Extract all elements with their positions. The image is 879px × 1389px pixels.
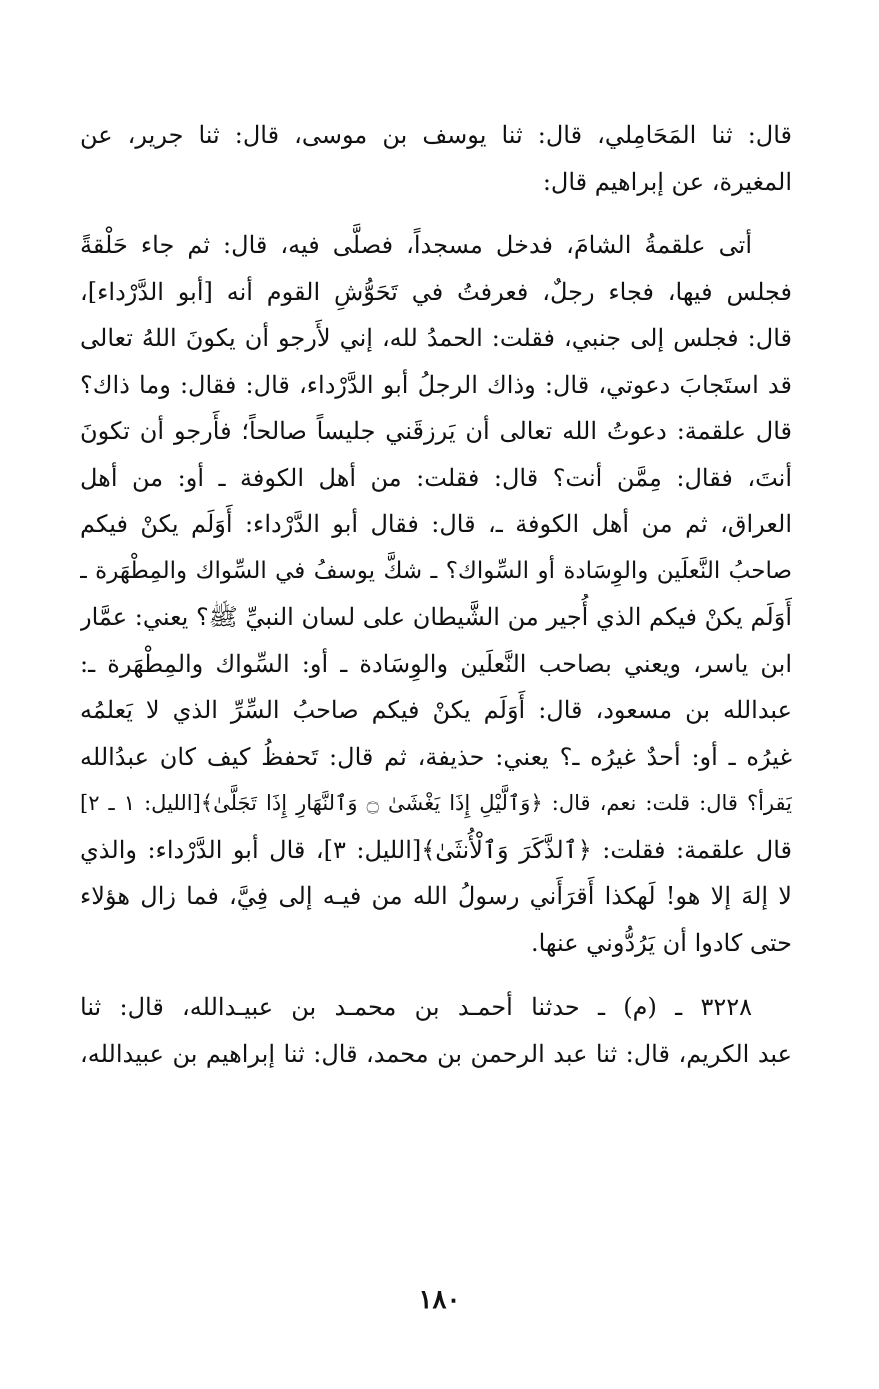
text-line: العراق، ثم من أهل الكوفة ـ، قال: فقال أبو الدَّرْداء: أَوَلَم يكنْ فيكم (80, 510, 792, 538)
text-line: أتى علقمةُ الشامَ، فدخل مسجداً، فصلَّى فيه، قال: ثم جاء حَلْقةً (80, 231, 752, 259)
text-line: فجلس فيها، فجاء رجلٌ، فعرفتُ في تَحَوُّشِ القوم أنه [أبو الدَّرْداء]، (80, 277, 792, 306)
text-line: المغيرة، عن إبراهيم قال: (542, 167, 792, 196)
text-line-quran-verse: يَقرأ؟ قال: قلت: نعم، قال: ﴿وَٱلَّيْلِ إِذَا يَغْشَىٰ ۝ وَٱلنَّهَارِ إِذَا تَجَلَّىٰ﴾[الليل: ١ ـ ٢] (80, 791, 792, 815)
text-line: قال علقمة: دعوتُ الله تعالى أن يَرزقَني جليساً صالحاً؛ فأَرجو أن تكونَ (80, 417, 792, 445)
text-line: قد استَجابَ دعوتي، قال: وذاك الرجلُ أبو الدَّرْداء، قال: فقال: وما ذاك؟ (80, 370, 792, 399)
text-line: قال: ثنا المَحَامِلي، قال: ثنا يوسف بن موسى، قال: ثنا جرير، عن (80, 121, 792, 149)
text-line: صاحبُ النَّعلَين والوِسَادة أو السِّواك؟ ـ شكَّ يوسفُ في السِّواك والمِطْهَرة ـ (80, 557, 792, 584)
page-number: ١٨٠ (418, 1285, 461, 1315)
page-body (80, 112, 792, 1077)
text-line: أَوَلَم يكنْ فيكم الذي أُجير من الشَّيطان على لسان النبيِّ ﷺ؟ يعني: عمَّار (80, 603, 792, 631)
paragraph-hadith-3228 (80, 984, 792, 1077)
text-line: لا إلهَ إلا هو! لَهكذا أَقرَأَني رسولُ الله من فيـه إلى فِيَّ، فما زال هؤلاء (80, 882, 792, 910)
text-line: عبد الكريم، قال: ثنا عبد الرحمن بن محمد، قال: ثنا إبراهيم بن عبيدالله، (80, 1039, 792, 1068)
paragraph-narration (80, 222, 792, 966)
text-line-quran-verse: قال علقمة: فقلت: ﴿ٱلذَّكَرَ وَٱلْأُنثَىٰ﴾[الليل: ٣]، قال أبو الدَّرْداء: والذي (80, 835, 792, 864)
text-line: ٣٢٢٨ ـ (م) ـ حدثنا أحمـد بن محمـد بن عبيـدالله، قال: ثنا (80, 993, 752, 1021)
text-line: حتى كادوا أن يَرُدُّوني عنها. (530, 928, 792, 957)
text-line: غيرُه ـ أو: أحدٌ غيرُه ـ؟ يعني: حذيفة، ثم قال: تَحفظُ كيف كان عبدُالله (80, 742, 792, 771)
paragraph-isnad-intro (80, 112, 792, 205)
text-line: عبدالله بن مسعود، قال: أَوَلَم يكنْ فيكم صاحبُ السِّرِّ الذي لا يَعلمُه (80, 696, 792, 724)
text-line: قال: فجلس إلى جنبي، فقلت: الحمدُ لله، إني لأَرجو أن يكونَ اللهُ تعالى (80, 324, 792, 352)
text-line: ابن ياسر، ويعني بصاحب النَّعلَين والوِسَادة ـ أو: السِّواك والمِطْهَرة ـ: (80, 649, 792, 678)
text-line: أنتَ، فقال: مِمَّن أنت؟ قال: فقلت: من أهل الكوفة ـ أو: من أهل (80, 463, 792, 492)
